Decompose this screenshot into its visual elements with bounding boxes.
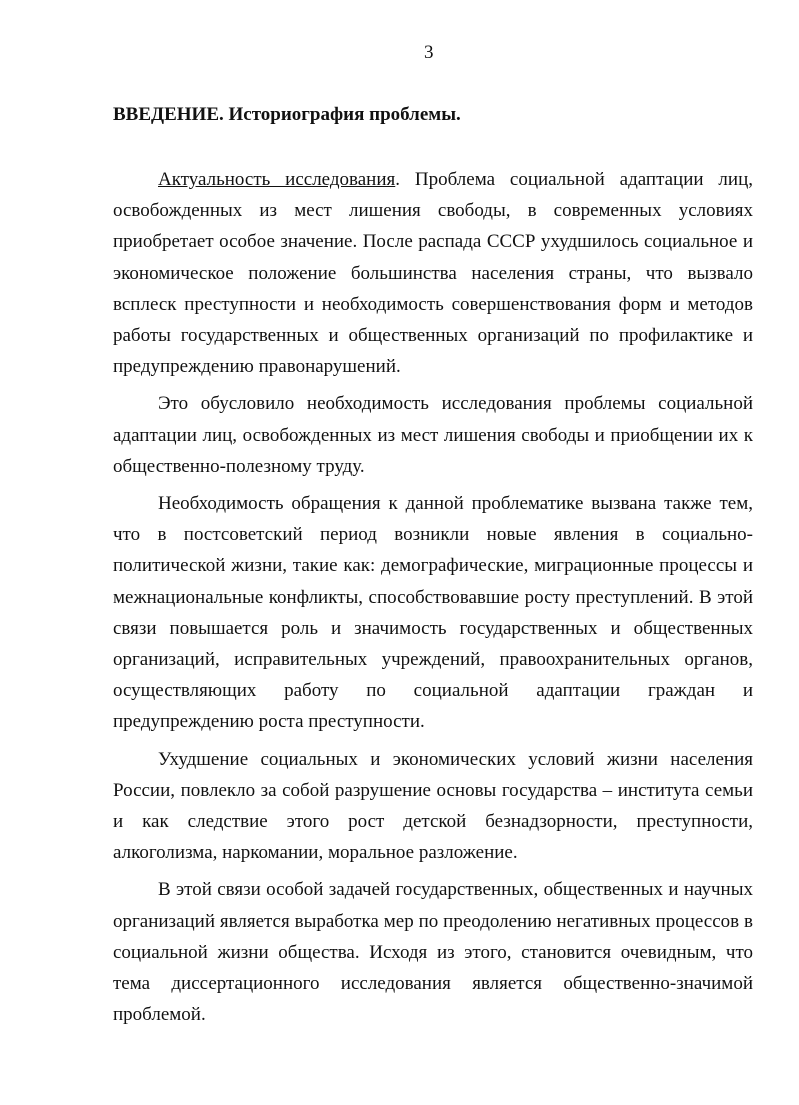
section-heading: ВВЕДЕНИЕ. Историография проблемы. — [113, 104, 461, 125]
relevance-text: . Проблема социальной адаптации лиц, освобожденных из мест лишения свободы, в современных условиях приобретает особое значение. После распада СССР ухудшилось социальное и экономическое положение большинства населения страны, что вызвало всплеск преступности и необходимость совершенствования форм и методов работы государственных и общественных организаций по профилактике и предупреждению правонарушений. — [113, 169, 754, 378]
paragraph-4: Ухудшение социальных и экономических условий жизни населения России, повлекло за собой разрушение основы государства – института семьи и как следствие этого рост детской безнадзорности, преступности, алкоголизма, наркомании, моральное разложение. — [113, 748, 753, 864]
body-text — [113, 164, 753, 1030]
page-number: 3 — [424, 42, 434, 63]
paragraph-2: Это обусловило необходимость исследования проблемы социальной адаптации лиц, освобожденных из мест лишения свободы и приобщении их к общественно-полезному труду. — [113, 393, 753, 477]
paragraph-3: Необходимость обращения к данной проблематике вызвана также тем, что в постсоветский период возникли новые явления в социально-политической жизни, такие как: демографические, миграционные процессы и межнациональные конфликты, способствовавшие росту преступлений. В этой связи повышается роль и значимость государственных и общественных организаций, исправительных учреждений, правоохранительных органов, осуществляющих работу по социальной адаптации граждан и предупреждению роста преступности. — [113, 493, 753, 733]
paragraph-5: В этой связи особой задачей государственных, общественных и научных организаций является выработка мер по преодолению негативных процессов в социальной жизни общества. Исходя из этого, становится очевидным, что тема диссертационного исследования является общественно-значимой проблемой. — [113, 879, 753, 1026]
paragraph-relevance — [113, 164, 753, 382]
relevance-lead: Актуальность исследования — [158, 169, 396, 190]
